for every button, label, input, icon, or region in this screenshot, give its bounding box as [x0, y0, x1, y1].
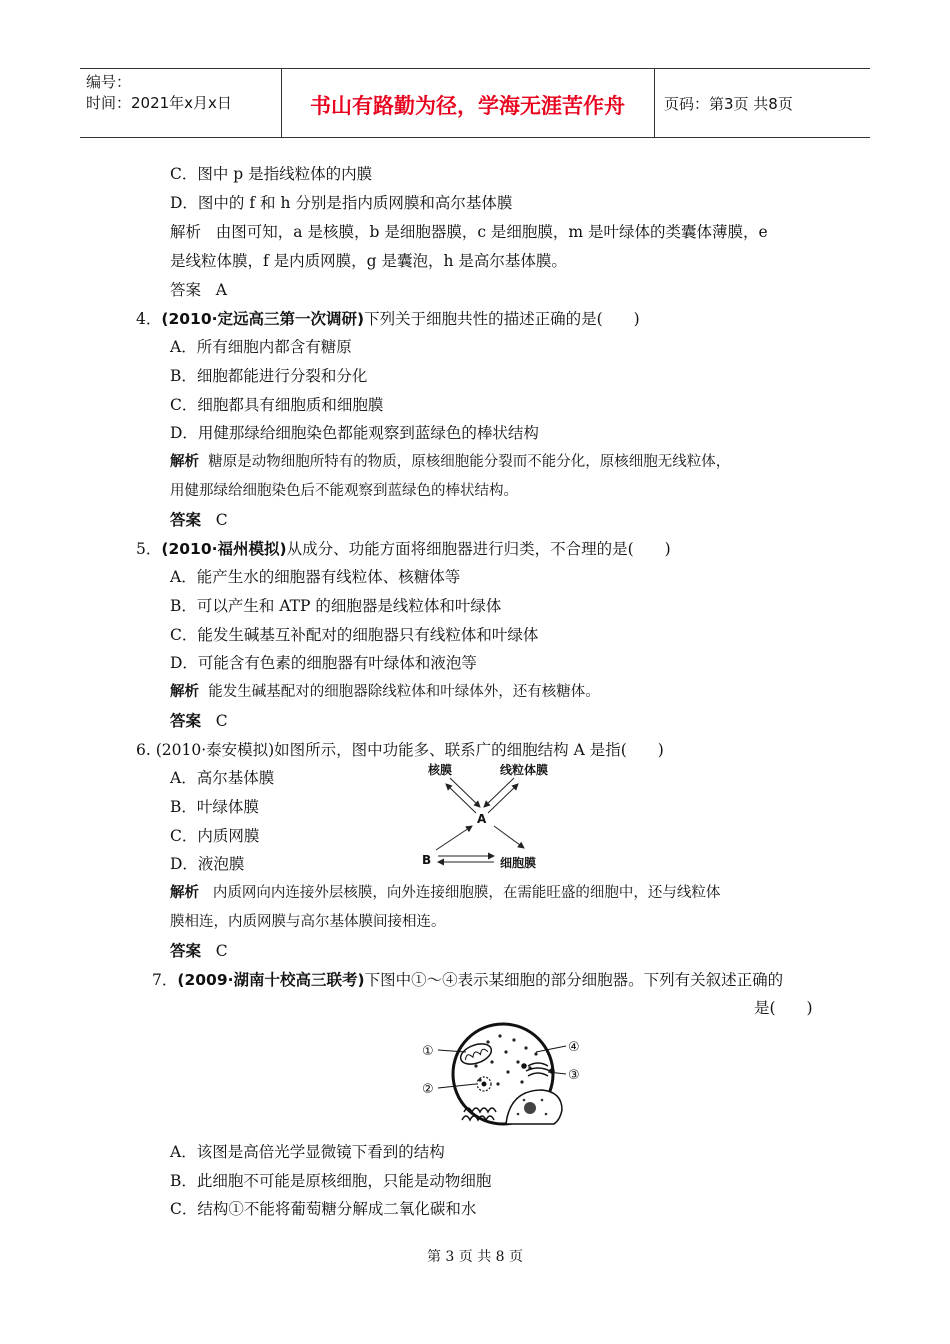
- label-cell-membrane: 细胞膜: [500, 856, 537, 870]
- q4-answer: [170, 509, 228, 531]
- answer-value: C: [215, 712, 228, 730]
- q7-number: 7．: [152, 971, 178, 989]
- header-page-number: 页码：第3页 共8页: [664, 95, 793, 113]
- answer-label: 答案: [170, 511, 202, 529]
- arrow-b-to-a: [436, 826, 472, 850]
- q5-number: 5．: [136, 540, 162, 558]
- q5-answer: [170, 710, 228, 732]
- label-3: ③: [568, 1068, 580, 1083]
- q7-stem: [152, 969, 783, 991]
- q6-analysis: [170, 882, 720, 904]
- q7-option-a: A．该图是高倍光学显微镜下看到的结构: [170, 1143, 445, 1161]
- arrow-a-to-cell: [494, 826, 524, 848]
- q5-option-b: B．可以产生和 ATP 的细胞器是线粒体和叶绿体: [170, 597, 502, 615]
- q3-option-c: C．图中 p 是指线粒体的内膜: [170, 165, 373, 183]
- q4-analysis: [170, 451, 730, 473]
- q4-option-c: C．细胞都具有细胞质和细胞膜: [170, 396, 384, 414]
- q4-option-a: A．所有细胞内都含有糖原: [170, 338, 352, 356]
- label-mito-membrane: 线粒体膜: [500, 763, 549, 777]
- q7-question: 下图中①～④表示某细胞的部分细胞器。下列有关叙述正确的: [364, 971, 784, 989]
- analysis-text: 由图可知，a 是核膜，b 是细胞器膜，c 是细胞膜，m 是叶绿体的类囊体薄膜，e: [215, 223, 768, 241]
- analysis-label: 解析: [170, 885, 199, 901]
- q7-source: (2009·湖南十校高三联考): [177, 971, 365, 989]
- q7-cell-diagram: [418, 1022, 588, 1132]
- header-motto: 书山有路勤为径，学海无涯苦作舟: [310, 94, 625, 118]
- q6-analysis-cont: 膜相连，内质网膜与高尔基体膜间接相连。: [170, 914, 446, 930]
- q5-stem: [136, 538, 671, 560]
- answer-label: 答案: [170, 942, 202, 960]
- q5-option-d: D．可能含有色素的细胞器有叶绿体和液泡等: [170, 654, 477, 672]
- q4-source: (2010·定远高三第一次调研): [161, 310, 365, 328]
- q6-option-d: D．液泡膜: [170, 855, 245, 873]
- q6-answer: [170, 940, 228, 962]
- page-header: [80, 68, 870, 138]
- doc-number: 编号：: [86, 73, 132, 91]
- q3-analysis-cont: 是线粒体膜，f 是内质网膜，g 是囊泡，h 是高尔基体膜。: [170, 252, 567, 270]
- label-2: ②: [422, 1082, 434, 1097]
- analysis-text: 糖原是动物细胞所特有的物质，原核细胞能分裂而不能分化，原核细胞无线粒体，: [208, 454, 731, 470]
- q6-option-b: B．叶绿体膜: [170, 798, 259, 816]
- q7-option-c: C．结构①不能将葡萄糖分解成二氧化碳和水: [170, 1200, 477, 1218]
- q4-option-d: D．用健那绿给细胞染色都能观察到蓝绿色的棒状结构: [170, 424, 539, 442]
- q5-analysis: [170, 681, 600, 703]
- analysis-label: 解析: [170, 454, 199, 470]
- label-4: ④: [568, 1040, 580, 1055]
- label-nuclear-membrane: 核膜: [428, 763, 453, 777]
- q6-stem: 6. (2010·泰安模拟)如图所示，图中功能多、联系广的细胞结构 A 是指( ): [136, 741, 664, 759]
- q7-stem-cont: 是( ): [754, 999, 813, 1017]
- analysis-text: 内质网向内连接外层核膜，向外连接细胞膜，在需能旺盛的细胞中，还与线粒体: [212, 885, 721, 901]
- answer-value: A: [215, 281, 227, 299]
- answer-label: 答案: [170, 712, 202, 730]
- answer-label: 答案: [170, 281, 202, 299]
- answer-value: C: [215, 942, 228, 960]
- analysis-label: 解析: [170, 684, 199, 700]
- q6-membrane-diagram: [410, 758, 570, 873]
- header-meta: [86, 72, 281, 114]
- q4-number: 4．: [136, 310, 162, 328]
- doc-time: 时间：2021年x月x日: [86, 94, 232, 112]
- q5-source: (2010·福州模拟): [161, 540, 287, 558]
- q3-option-d: D．图中的 f 和 h 分别是指内质网膜和高尔基体膜: [170, 194, 513, 212]
- label-1: ①: [422, 1044, 434, 1059]
- header-divider: [654, 69, 655, 137]
- q4-stem: [136, 308, 640, 330]
- q4-question: 下列关于细胞共性的描述正确的是( ): [364, 310, 640, 328]
- label-b: B: [422, 853, 432, 867]
- answer-value: C: [215, 511, 228, 529]
- analysis-label: 解析: [170, 223, 202, 241]
- page-footer: 第 3 页 共 8 页: [426, 1249, 524, 1265]
- q3-answer: [170, 279, 227, 301]
- q4-analysis-cont: 用健那绿给细胞染色后不能观察到蓝绿色的棒状结构。: [170, 483, 518, 499]
- label-a: A: [477, 812, 487, 826]
- q5-question: 从成分、功能方面将细胞器进行归类，不合理的是( ): [286, 540, 671, 558]
- q6-option-c: C．内质网膜: [170, 827, 260, 845]
- q6-option-a: A．高尔基体膜: [170, 769, 275, 787]
- q4-option-b: B．细胞都能进行分裂和分化: [170, 367, 368, 385]
- q3-analysis: [170, 221, 768, 243]
- q5-option-a: A．能产生水的细胞器有线粒体、核糖体等: [170, 568, 461, 586]
- analysis-text: 能发生碱基配对的细胞器除线粒体和叶绿体外，还有核糖体。: [208, 684, 600, 700]
- q7-option-b: B．此细胞不可能是原核细胞，只能是动物细胞: [170, 1172, 492, 1190]
- q5-option-c: C．能发生碱基互补配对的细胞器只有线粒体和叶绿体: [170, 626, 539, 644]
